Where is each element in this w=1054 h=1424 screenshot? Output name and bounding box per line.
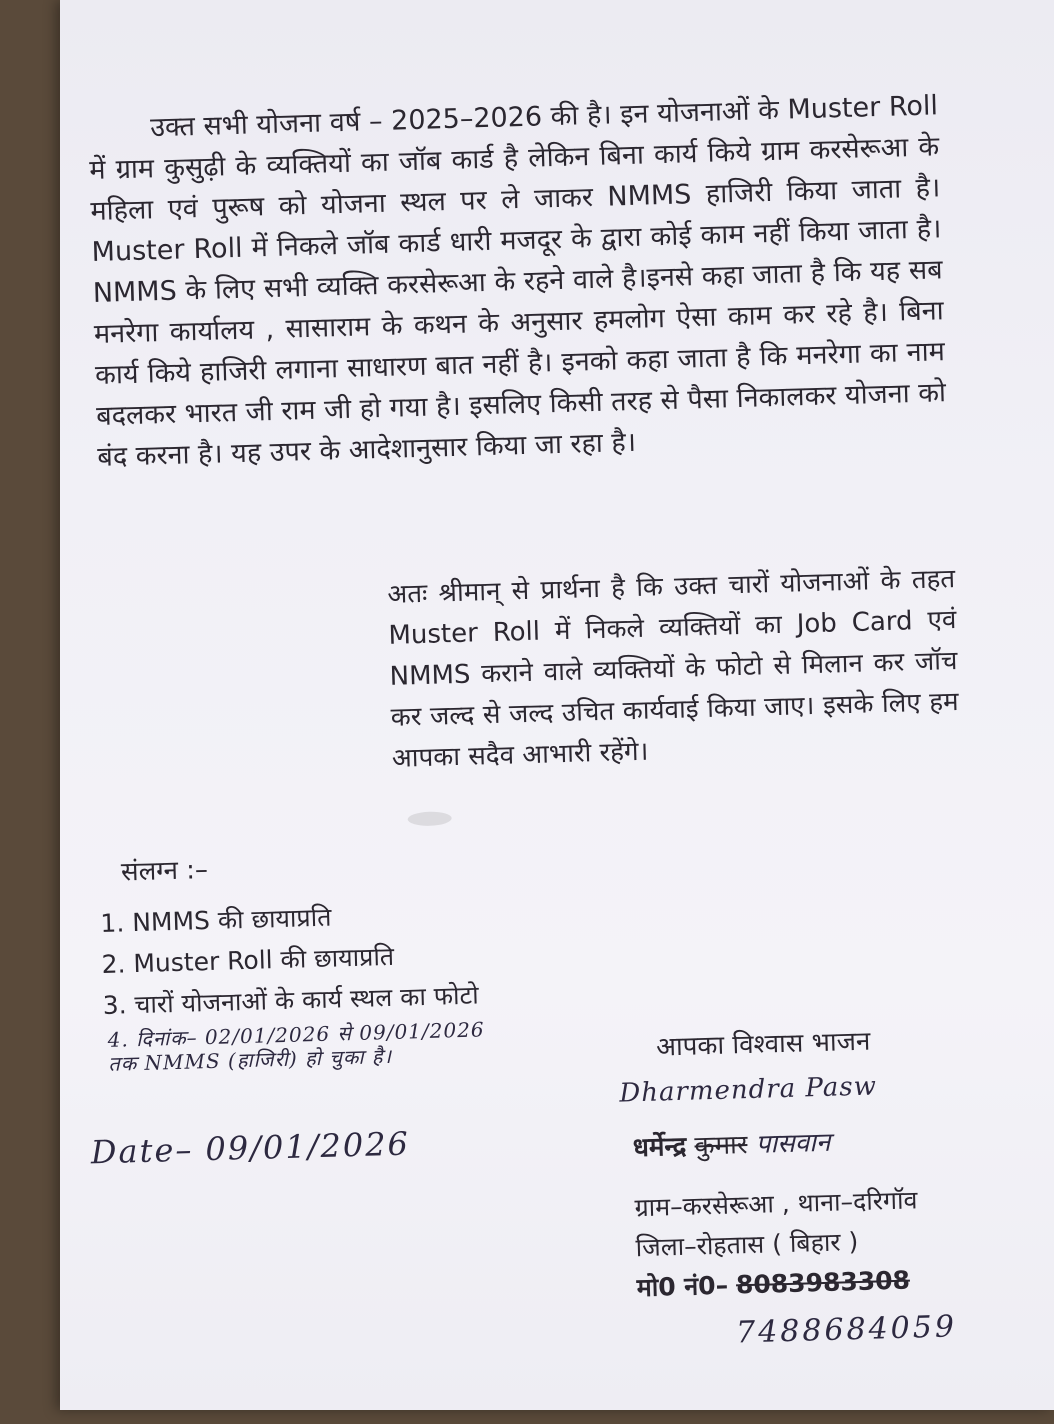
signer-struck-name: कुमार — [694, 1130, 748, 1162]
enclosure-item: 2. Muster Roll की छायाप्रति — [101, 941, 395, 980]
address-line: ग्राम–करसेरूआ , थाना–दरिगॉव — [634, 1185, 918, 1223]
body-paragraph: उक्त सभी योजना वर्ष – 2025–2026 की है। इन योजनाओं के Muster Roll में ग्राम कुसुढ़ी के व्यक्तियों का जॉब कार्ड है लेकिन बिना कार्य किये ग्राम करसेरूआ के महिला एवं पुरूष को योजना स्थल पर ले जाकर NMMS हाजिरी किया जाता है। Muster Roll में निकले जॉब कार्ड धारी मजदूर के द्वारा कोई काम नहीं किया जाता है। NMMS के लिए सभी व्यक्ति करसेरूआ के रहने वाले है।इनसे कहा जाता है कि यह सब मनरेगा कार्यालय , सासाराम के कथन के अनुसार हमलोग ऐसा काम कर रहे है। बिना कार्य किये हाजिरी लगाना साधारण बात नहीं है। इनको कहा जाता है कि मनरेगा का नाम बदलकर भारत जी राम जी हो गया है। इसलिए किसी तरह से पैसा निकालकर योजना को बंद करना है। यह उपर के आदेशानुसार किया जा रहा है। — [88, 90, 947, 473]
enclosures-title: संलग्न :– — [120, 855, 209, 888]
signer-handwritten-name: पासवान — [755, 1127, 831, 1160]
handwritten-date: Date– 09/01/2026 — [90, 1124, 411, 1172]
handwritten-note-line2: तक NMMS (हाजिरी) हो चुका है। — [108, 1043, 393, 1076]
handwritten-note-line1: 4. दिनांक– 02/01/2026 से 09/01/2026 — [107, 1017, 485, 1052]
handwritten-phone: 7488684059 — [735, 1309, 958, 1351]
address-block — [634, 1180, 920, 1308]
phone-old: 8083983308 — [735, 1265, 911, 1300]
request-paragraph: अतः श्रीमान् से प्रार्थना है कि उक्त चारों योजनाओं के तहत Muster Roll में निकले व्यक्तियों का Job Card एवं NMMS कराने वाले व्यक्तियों के फोटो से मिलान कर जॉच कर जल्द से जल्द उचित कार्यवाई किया जाए। इसके लिए हम आपका सदैव आभारी रहेंगे। — [386, 564, 960, 774]
enclosure-item: 3. चारों योजनाओं के कार्य स्थल का फोटो — [102, 980, 479, 1020]
address-line: जिला–रोहतास ( बिहार ) — [635, 1227, 859, 1263]
letter-page — [60, 0, 1054, 1410]
signer-name — [632, 1123, 830, 1165]
phone-line — [636, 1260, 920, 1308]
signer-first-name: धर्मेन्द्र — [632, 1131, 687, 1164]
signature: Dharmendra Pasw — [618, 1071, 878, 1109]
handwritten-note — [107, 1017, 485, 1076]
ink-smudge — [407, 811, 451, 826]
enclosure-item: 1. NMMS की छायाप्रति — [100, 902, 332, 939]
phone-label: मो0 नं0– — [636, 1270, 729, 1303]
closing-text: आपका विश्वास भाजन — [655, 1026, 871, 1063]
letter-content — [49, 0, 1054, 1424]
enclosures-list — [100, 893, 479, 1026]
